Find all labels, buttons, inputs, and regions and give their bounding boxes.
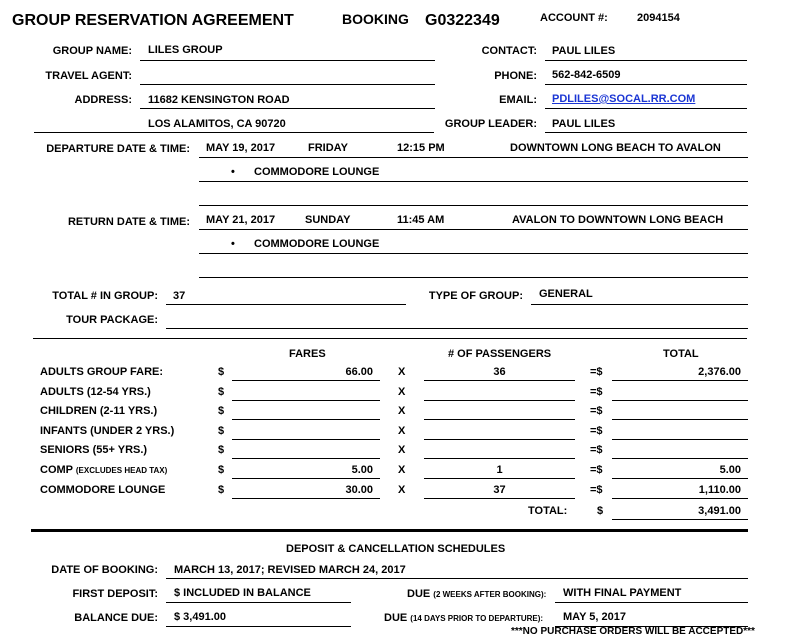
- equals-sign: =$: [590, 484, 603, 496]
- departure-route[interactable]: DOWNTOWN LONG BEACH TO AVALON: [510, 142, 721, 154]
- row-total-line: [612, 439, 748, 440]
- row-total[interactable]: 2,376.00: [698, 366, 741, 378]
- return-extra-line: [199, 277, 748, 278]
- fare-value[interactable]: 5.00: [351, 464, 373, 476]
- fare-row-label: [40, 464, 167, 477]
- total-header: TOTAL: [663, 348, 699, 360]
- booking-number: G0322349: [425, 12, 500, 29]
- times-sign: X: [398, 386, 406, 398]
- fare-line: [232, 498, 380, 499]
- total-in-group-line: [166, 304, 406, 305]
- total-in-group-value[interactable]: 37: [173, 290, 186, 302]
- due1-note: (2 WEEKS AFTER BOOKING):: [433, 590, 547, 599]
- contact-label: CONTACT:: [481, 45, 537, 57]
- equals-sign: =$: [590, 444, 603, 456]
- fares-header: FARES: [289, 348, 326, 360]
- equals-sign: =$: [590, 425, 603, 437]
- passenger-count[interactable]: 36: [493, 366, 506, 378]
- fare-row-label: ADULTS (12-54 YRS.): [40, 386, 151, 398]
- due2-label: DUE (14 DAYS PRIOR TO DEPARTURE):: [384, 612, 544, 624]
- passenger-line: [424, 458, 575, 459]
- fare-row-label: INFANTS (UNDER 2 YRS.): [40, 425, 175, 437]
- return-label: RETURN DATE & TIME:: [67, 216, 190, 228]
- purchase-orders-notice: ***NO PURCHASE ORDERS WILL BE ACCEPTED***: [511, 626, 755, 637]
- group-leader-label: GROUP LEADER:: [444, 118, 537, 130]
- equals-sign: =$: [590, 366, 603, 378]
- phone-value[interactable]: 562-842-6509: [552, 69, 621, 81]
- tour-package-line: [166, 328, 748, 329]
- fare-value[interactable]: 66.00: [345, 366, 373, 378]
- group-name-line: [140, 60, 435, 61]
- section-divider: [33, 338, 747, 339]
- account-label: ACCOUNT #:: [540, 12, 608, 24]
- departure-time[interactable]: 12:15 PM: [397, 142, 445, 154]
- times-sign: X: [398, 405, 406, 417]
- return-time[interactable]: 11:45 AM: [397, 214, 445, 226]
- row-total[interactable]: 1,110.00: [698, 484, 741, 496]
- group-name-value[interactable]: LILES GROUP: [148, 44, 223, 56]
- row-total-line: [612, 419, 748, 420]
- row-total-line: [612, 380, 748, 381]
- return-amenity[interactable]: COMMODORE LOUNGE: [254, 238, 380, 250]
- fare-row-label: ADULTS GROUP FARE:: [40, 366, 164, 378]
- row-total[interactable]: 5.00: [719, 464, 741, 476]
- departure-amenity[interactable]: COMMODORE LOUNGE: [254, 166, 380, 178]
- fare-dollar-sign: $: [218, 484, 225, 496]
- return-bullet: •: [231, 238, 235, 250]
- departure-date[interactable]: MAY 19, 2017: [206, 142, 276, 154]
- group-name-label: GROUP NAME:: [52, 45, 132, 57]
- times-sign: X: [398, 425, 406, 437]
- fare-dollar-sign: $: [218, 444, 225, 456]
- fare-row-label: SENIORS (55+ YRS.): [40, 444, 148, 456]
- return-route[interactable]: AVALON TO DOWNTOWN LONG BEACH: [512, 214, 724, 226]
- phone-line: [545, 84, 747, 85]
- fare-value[interactable]: 30.00: [345, 484, 373, 496]
- fare-line: [232, 380, 380, 381]
- departure-day[interactable]: FRIDAY: [308, 142, 348, 154]
- grand-total-line: [612, 519, 748, 520]
- due1-value[interactable]: WITH FINAL PAYMENT: [563, 587, 682, 599]
- passenger-line: [424, 400, 575, 401]
- thick-divider: [31, 529, 748, 532]
- passenger-line: [424, 380, 575, 381]
- equals-sign: =$: [590, 464, 603, 476]
- fare-line: [232, 419, 380, 420]
- row-total-line: [612, 478, 748, 479]
- email-label: EMAIL:: [499, 94, 537, 106]
- fare-line: [232, 400, 380, 401]
- type-of-group-value[interactable]: GENERAL: [539, 288, 593, 300]
- address-line2[interactable]: LOS ALAMITOS, CA 90720: [148, 118, 286, 130]
- passenger-line: [424, 498, 575, 499]
- travel-agent-label: TRAVEL AGENT:: [45, 70, 132, 82]
- group-leader-line: [545, 132, 747, 133]
- form-title: GROUP RESERVATION AGREEMENT: [12, 12, 294, 29]
- first-deposit-value[interactable]: $ INCLUDED IN BALANCE: [174, 587, 311, 599]
- first-deposit-line: [166, 602, 351, 603]
- first-deposit-label: FIRST DEPOSIT:: [72, 588, 158, 600]
- departure-label: DEPARTURE DATE & TIME:: [46, 143, 190, 155]
- fare-line: [232, 458, 380, 459]
- times-sign: X: [398, 366, 406, 378]
- passenger-line: [424, 478, 575, 479]
- address-label: ADDRESS:: [74, 94, 132, 106]
- passenger-count[interactable]: 1: [496, 464, 503, 476]
- departure-extra-line: [199, 205, 748, 206]
- return-line: [199, 229, 748, 230]
- address-line1-line: [140, 108, 435, 109]
- fare-dollar-sign: $: [218, 425, 225, 437]
- fare-dollar-sign: $: [218, 405, 225, 417]
- grand-total-label: TOTAL:: [528, 505, 568, 517]
- fare-line: [232, 478, 380, 479]
- grand-total-value[interactable]: 3,491.00: [698, 505, 741, 517]
- balance-due-label: BALANCE DUE:: [74, 612, 158, 624]
- equals-sign: =$: [590, 405, 603, 417]
- times-sign: X: [398, 484, 406, 496]
- fare-dollar-sign: $: [218, 366, 225, 378]
- return-day[interactable]: SUNDAY: [305, 214, 351, 226]
- fare-row-label: COMMODORE LOUNGE: [40, 484, 166, 496]
- times-sign: X: [398, 444, 406, 456]
- passenger-count[interactable]: 37: [493, 484, 506, 496]
- grand-total-dollar: $: [597, 505, 604, 517]
- fare-line: [232, 439, 380, 440]
- equals-sign: =$: [590, 386, 603, 398]
- passenger-line: [424, 439, 575, 440]
- departure-line: [199, 157, 748, 158]
- balance-due-value[interactable]: $ 3,491.00: [174, 611, 226, 623]
- passenger-line: [424, 419, 575, 420]
- departure-bullet: •: [231, 166, 235, 178]
- type-of-group-line: [531, 304, 748, 305]
- row-total-line: [612, 400, 748, 401]
- due1-label: DUE (2 WEEKS AFTER BOOKING):: [407, 588, 547, 600]
- date-of-booking-label: DATE OF BOOKING:: [51, 564, 158, 576]
- due2-note: (14 DAYS PRIOR TO DEPARTURE):: [410, 614, 544, 623]
- group-leader-value[interactable]: PAUL LILES: [552, 118, 616, 130]
- fare-dollar-sign: $: [218, 464, 225, 476]
- date-of-booking-line: [166, 578, 748, 579]
- departure-amenity-line: [199, 181, 748, 182]
- row-total-line: [612, 498, 748, 499]
- phone-label: PHONE:: [494, 70, 537, 82]
- fare-row-note: (EXCLUDES HEAD TAX): [75, 466, 168, 475]
- email-line: [545, 108, 747, 109]
- tour-package-label: TOUR PACKAGE:: [66, 314, 158, 326]
- passengers-header: # OF PASSENGERS: [448, 348, 552, 360]
- fare-row-label-text: COMP: [40, 464, 73, 476]
- balance-due-line: [166, 626, 351, 627]
- return-amenity-line: [199, 253, 748, 254]
- booking-label: BOOKING: [342, 11, 409, 27]
- type-of-group-label: TYPE OF GROUP:: [428, 290, 523, 302]
- date-of-booking-value[interactable]: MARCH 13, 2017; REVISED MARCH 24, 2017: [174, 564, 406, 576]
- account-number: 2094154: [637, 12, 680, 24]
- due2-value[interactable]: MAY 5, 2017: [563, 611, 626, 623]
- contact-value[interactable]: PAUL LILES: [552, 45, 616, 57]
- travel-agent-line: [140, 84, 435, 85]
- fare-dollar-sign: $: [218, 386, 225, 398]
- address-line1[interactable]: 11682 KENSINGTON ROAD: [148, 94, 290, 106]
- deposit-heading: DEPOSIT & CANCELLATION SCHEDULES: [286, 543, 506, 555]
- total-in-group-label: TOTAL # IN GROUP:: [52, 290, 158, 302]
- times-sign: X: [398, 464, 406, 476]
- email-link[interactable]: PDLILES@SOCAL.RR.COM: [552, 93, 696, 105]
- fare-row-label: CHILDREN (2-11 YRS.): [40, 405, 158, 417]
- contact-line: [545, 60, 747, 61]
- return-date[interactable]: MAY 21, 2017: [206, 214, 276, 226]
- address-line2-line: [34, 132, 434, 133]
- row-total-line: [612, 458, 748, 459]
- due1-line: [555, 602, 748, 603]
